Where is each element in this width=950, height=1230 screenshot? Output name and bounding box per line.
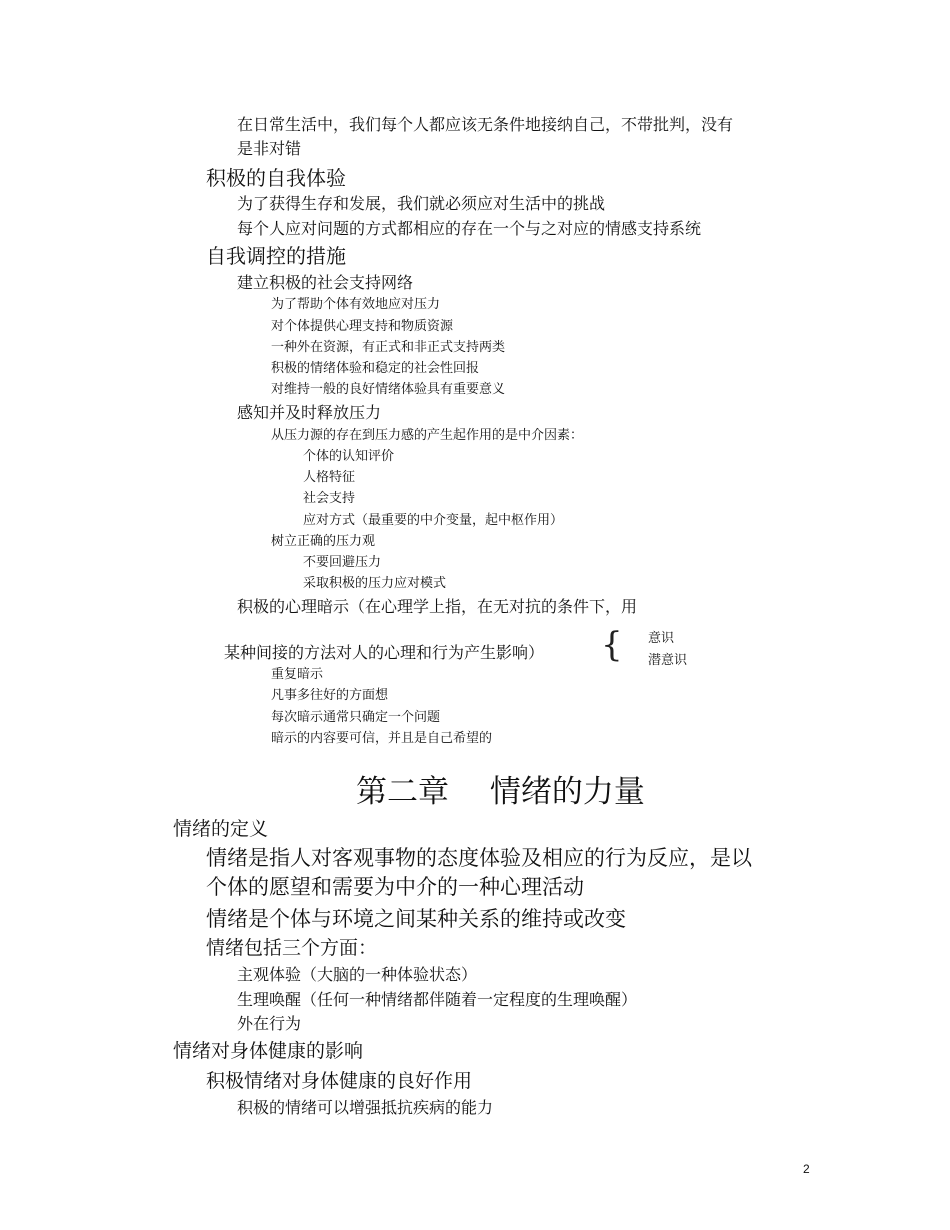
text-line: 情绪包括三个方面： bbox=[206, 937, 378, 959]
text-line: 每个人应对问题的方式都相应的存在一个与之对应的情感支持系统 bbox=[237, 219, 702, 238]
text-line: 不要回避压力 bbox=[303, 555, 382, 570]
heading-line: 积极的自我体验 bbox=[206, 166, 346, 190]
text-line: 个体的认知评价 bbox=[303, 449, 395, 464]
text-line: 暗示的内容要可信，并且是自己希望的 bbox=[271, 731, 493, 746]
text-line: 主观体验（大脑的一种体验状态） bbox=[237, 965, 478, 984]
text-line: 对个体提供心理支持和物质资源 bbox=[271, 319, 454, 334]
text-line: 潜意识 bbox=[648, 653, 688, 668]
text-line: 积极的心理暗示（在心理学上指，在无对抗的条件下，用 bbox=[237, 597, 638, 616]
text-line: 积极的情绪可以增强抵抗疾病的能力 bbox=[237, 1098, 494, 1117]
text-line: 采取积极的压力应对模式 bbox=[303, 576, 447, 591]
text-line: 为了帮助个体有效地应对压力 bbox=[271, 297, 441, 312]
text-line: 在日常生活中，我们每个人都应该无条件地接纳自己，不带批判，没有 bbox=[237, 115, 734, 134]
text-line: 外在行为 bbox=[237, 1014, 302, 1033]
text-line: 凡事多往好的方面想 bbox=[271, 688, 389, 703]
text-line: 一种外在资源，有正式和非正式支持两类 bbox=[271, 340, 506, 355]
heading-line: 情绪的定义 bbox=[173, 818, 269, 840]
text-line: 感知并及时释放压力 bbox=[237, 403, 382, 422]
text-line: 个体的愿望和需要为中介的一种心理活动 bbox=[206, 875, 584, 899]
text-line: 为了获得生存和发展，我们就必须应对生活中的挑战 bbox=[237, 194, 606, 213]
heading-line: 情绪对身体健康的影响 bbox=[173, 1040, 364, 1062]
text-line: 人格特征 bbox=[303, 470, 356, 485]
chapter-title: 第二章 情绪的力量 bbox=[356, 774, 645, 810]
text-line: 对维持一般的良好情绪体验具有重要意义 bbox=[271, 382, 506, 397]
text-line: 应对方式（最重要的中介变量，起中枢作用） bbox=[303, 513, 564, 528]
heading-line: 自我调控的措施 bbox=[206, 244, 346, 268]
brace-glyph: { bbox=[601, 625, 623, 665]
text-line: 社会支持 bbox=[303, 491, 356, 506]
text-line: 生理唤醒（任何一种情绪都伴随着一定程度的生理唤醒） bbox=[237, 990, 638, 1009]
text-line: 情绪是个体与环境之间某种关系的维持或改变 bbox=[206, 907, 626, 931]
text-line: 从压力源的存在到压力感的产生起作用的是中介因素： bbox=[271, 428, 584, 443]
text-line: 树立正确的压力观 bbox=[271, 534, 376, 549]
text-line: 积极的情绪体验和稳定的社会性回报 bbox=[271, 361, 480, 376]
text-line: 是非对错 bbox=[237, 139, 302, 158]
text-line: 情绪是指人对客观事物的态度体验及相应的行为反应，是以 bbox=[206, 846, 752, 870]
text-line: 意识 bbox=[648, 631, 675, 646]
text-line: 每次暗示通常只确定一个问题 bbox=[271, 710, 441, 725]
text-line: 重复暗示 bbox=[271, 667, 324, 682]
page-number: 2 bbox=[803, 1162, 810, 1176]
text-line: 建立积极的社会支持网络 bbox=[237, 273, 414, 292]
text-line: 某种间接的方法对人的心理和行为产生影响） bbox=[224, 643, 545, 662]
heading-line: 积极情绪对身体健康的良好作用 bbox=[206, 1070, 473, 1092]
